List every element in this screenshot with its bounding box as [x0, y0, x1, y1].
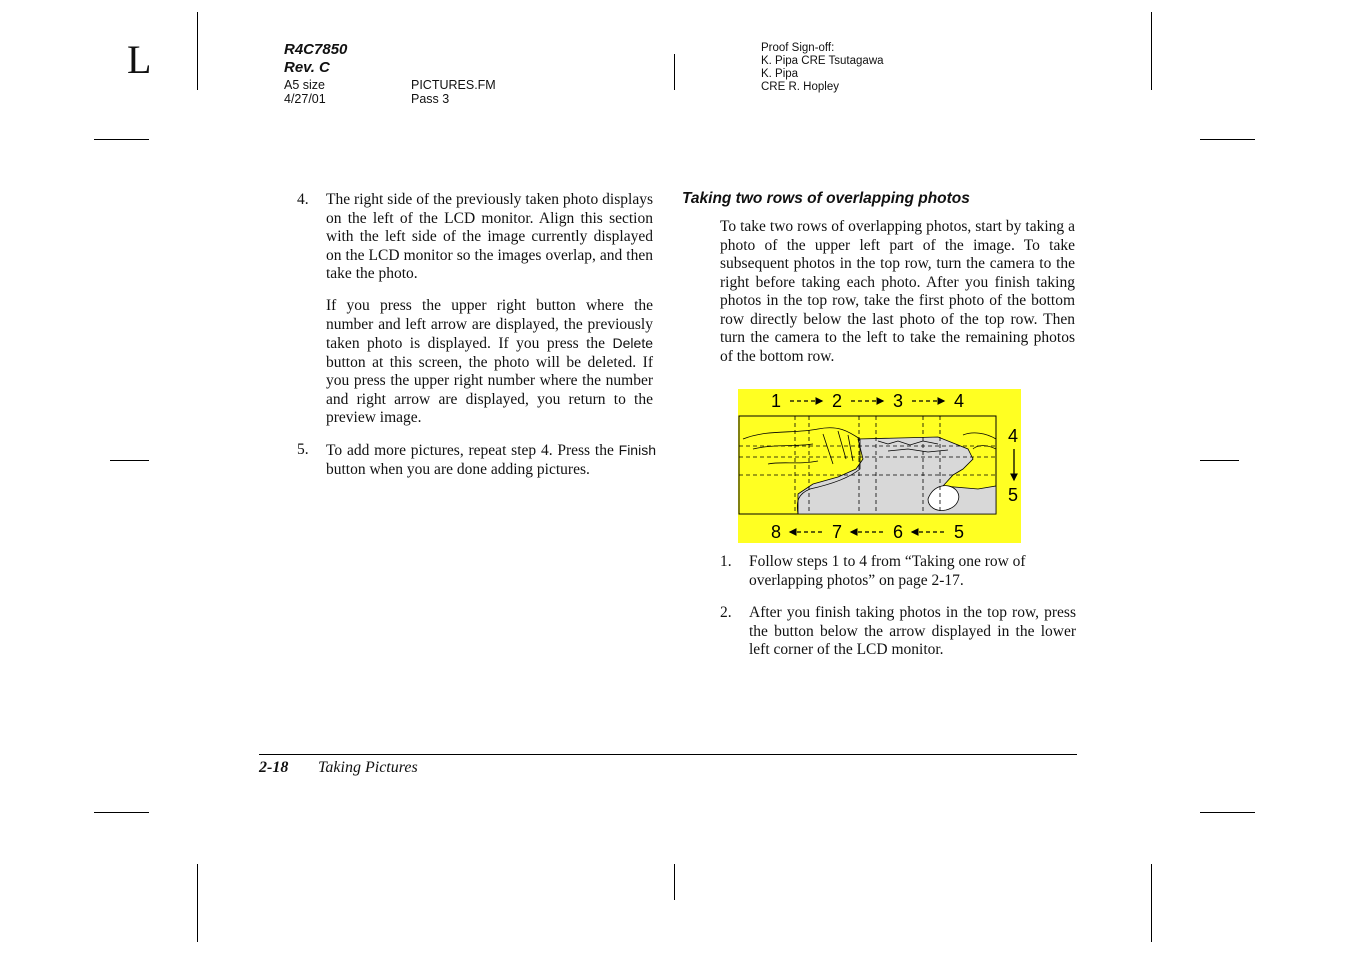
intro-paragraph: To take two rows of overlapping photos, start by taking a photo of the upper left part of the image. To take subsequent photos in the top row, turn the camera to the right before taking each photo. After you finish taking photos in the top row, take the first photo of the bottom row directly below the last photo of the top row. Then turn the camera to the left to take the remaining photos of the bottom row.: [720, 218, 1075, 365]
note-text: button at this screen, the photo will be deleted. If you press the upper right number where the number and right arrow are displayed, you return to the preview image.: [326, 353, 653, 426]
crop-mark-horizontal: [1200, 812, 1255, 813]
shot-number: 8: [771, 522, 782, 542]
crop-mark-horizontal: [1200, 460, 1239, 461]
proof-line: K. Pipa: [761, 68, 799, 80]
proof-title: Proof Sign-off:: [761, 42, 835, 54]
shot-number: 7: [832, 522, 843, 542]
shot-number: 6: [893, 522, 904, 542]
step-number: 5.: [297, 441, 309, 458]
crop-mark-vertical: [197, 864, 198, 942]
shot-number: 1: [771, 391, 782, 411]
page-number: 2-18: [259, 759, 289, 776]
page-size: A5 size: [284, 78, 325, 92]
shot-number: 4: [954, 391, 965, 411]
footer-rule: [259, 754, 1077, 755]
proof-line: CRE R. Hopley: [761, 81, 839, 93]
crop-mark-vertical: [1151, 864, 1152, 942]
shot-number: 5: [954, 522, 965, 542]
crop-mark-vertical: [674, 54, 675, 90]
crop-mark-vertical: [1151, 12, 1152, 90]
step-number: 2.: [720, 604, 732, 621]
shot-number: 2: [832, 391, 843, 411]
doc-date: 4/27/01: [284, 92, 326, 106]
delete-term: Delete: [612, 335, 653, 351]
revision: Rev. C: [284, 59, 330, 76]
step-text-part: To add more pictures, repeat step 4. Press the: [326, 442, 619, 459]
shot-number: 4: [1008, 426, 1019, 446]
proof-line: K. Pipa CRE Tsutagawa: [761, 55, 884, 67]
section-heading: Taking two rows of overlapping photos: [682, 190, 970, 207]
finish-term: Finish: [618, 442, 656, 458]
step-text: The right side of the previously taken photo displays on the left of the LCD monitor. Align this section with the left side of the image currently displayed on the LCD monitor so the images overlap, and then take the photo.: [326, 191, 653, 282]
pass-number: Pass 3: [411, 92, 450, 106]
step-note: [326, 297, 653, 428]
crop-mark-horizontal: [110, 460, 149, 461]
shot-number: 5: [1008, 485, 1019, 505]
two-row-panorama-diagram: [738, 389, 1021, 543]
step-text-part: button when you are done adding pictures.: [326, 460, 590, 478]
step-number: 1.: [720, 553, 732, 570]
step-number: 4.: [297, 191, 309, 208]
crop-mark-horizontal: [94, 812, 149, 813]
crop-mark-horizontal: [1200, 139, 1255, 140]
shot-number: 3: [893, 391, 904, 411]
doc-code: R4C7850: [284, 41, 348, 58]
crop-letter: L: [127, 37, 152, 82]
crop-mark-vertical: [197, 12, 198, 90]
step-text: After you finish taking photos in the top row, press the button below the arrow displayed in the lower left corner of the LCD monitor.: [749, 604, 1076, 658]
diagram-artwork: [738, 389, 1021, 543]
note-text: If you press the upper right button where the number and left arrow are displayed, the previously taken photo is displayed. If you press the: [326, 297, 653, 352]
step-text: [326, 441, 656, 479]
file-name: PICTURES.FM: [411, 78, 496, 92]
crop-mark-horizontal: [94, 139, 149, 140]
crop-mark-vertical: [674, 864, 675, 900]
chapter-title: Taking Pictures: [318, 759, 418, 776]
step-text: Follow steps 1 to 4 from “Taking one row of overlapping photos” on page 2-17.: [749, 553, 1026, 589]
